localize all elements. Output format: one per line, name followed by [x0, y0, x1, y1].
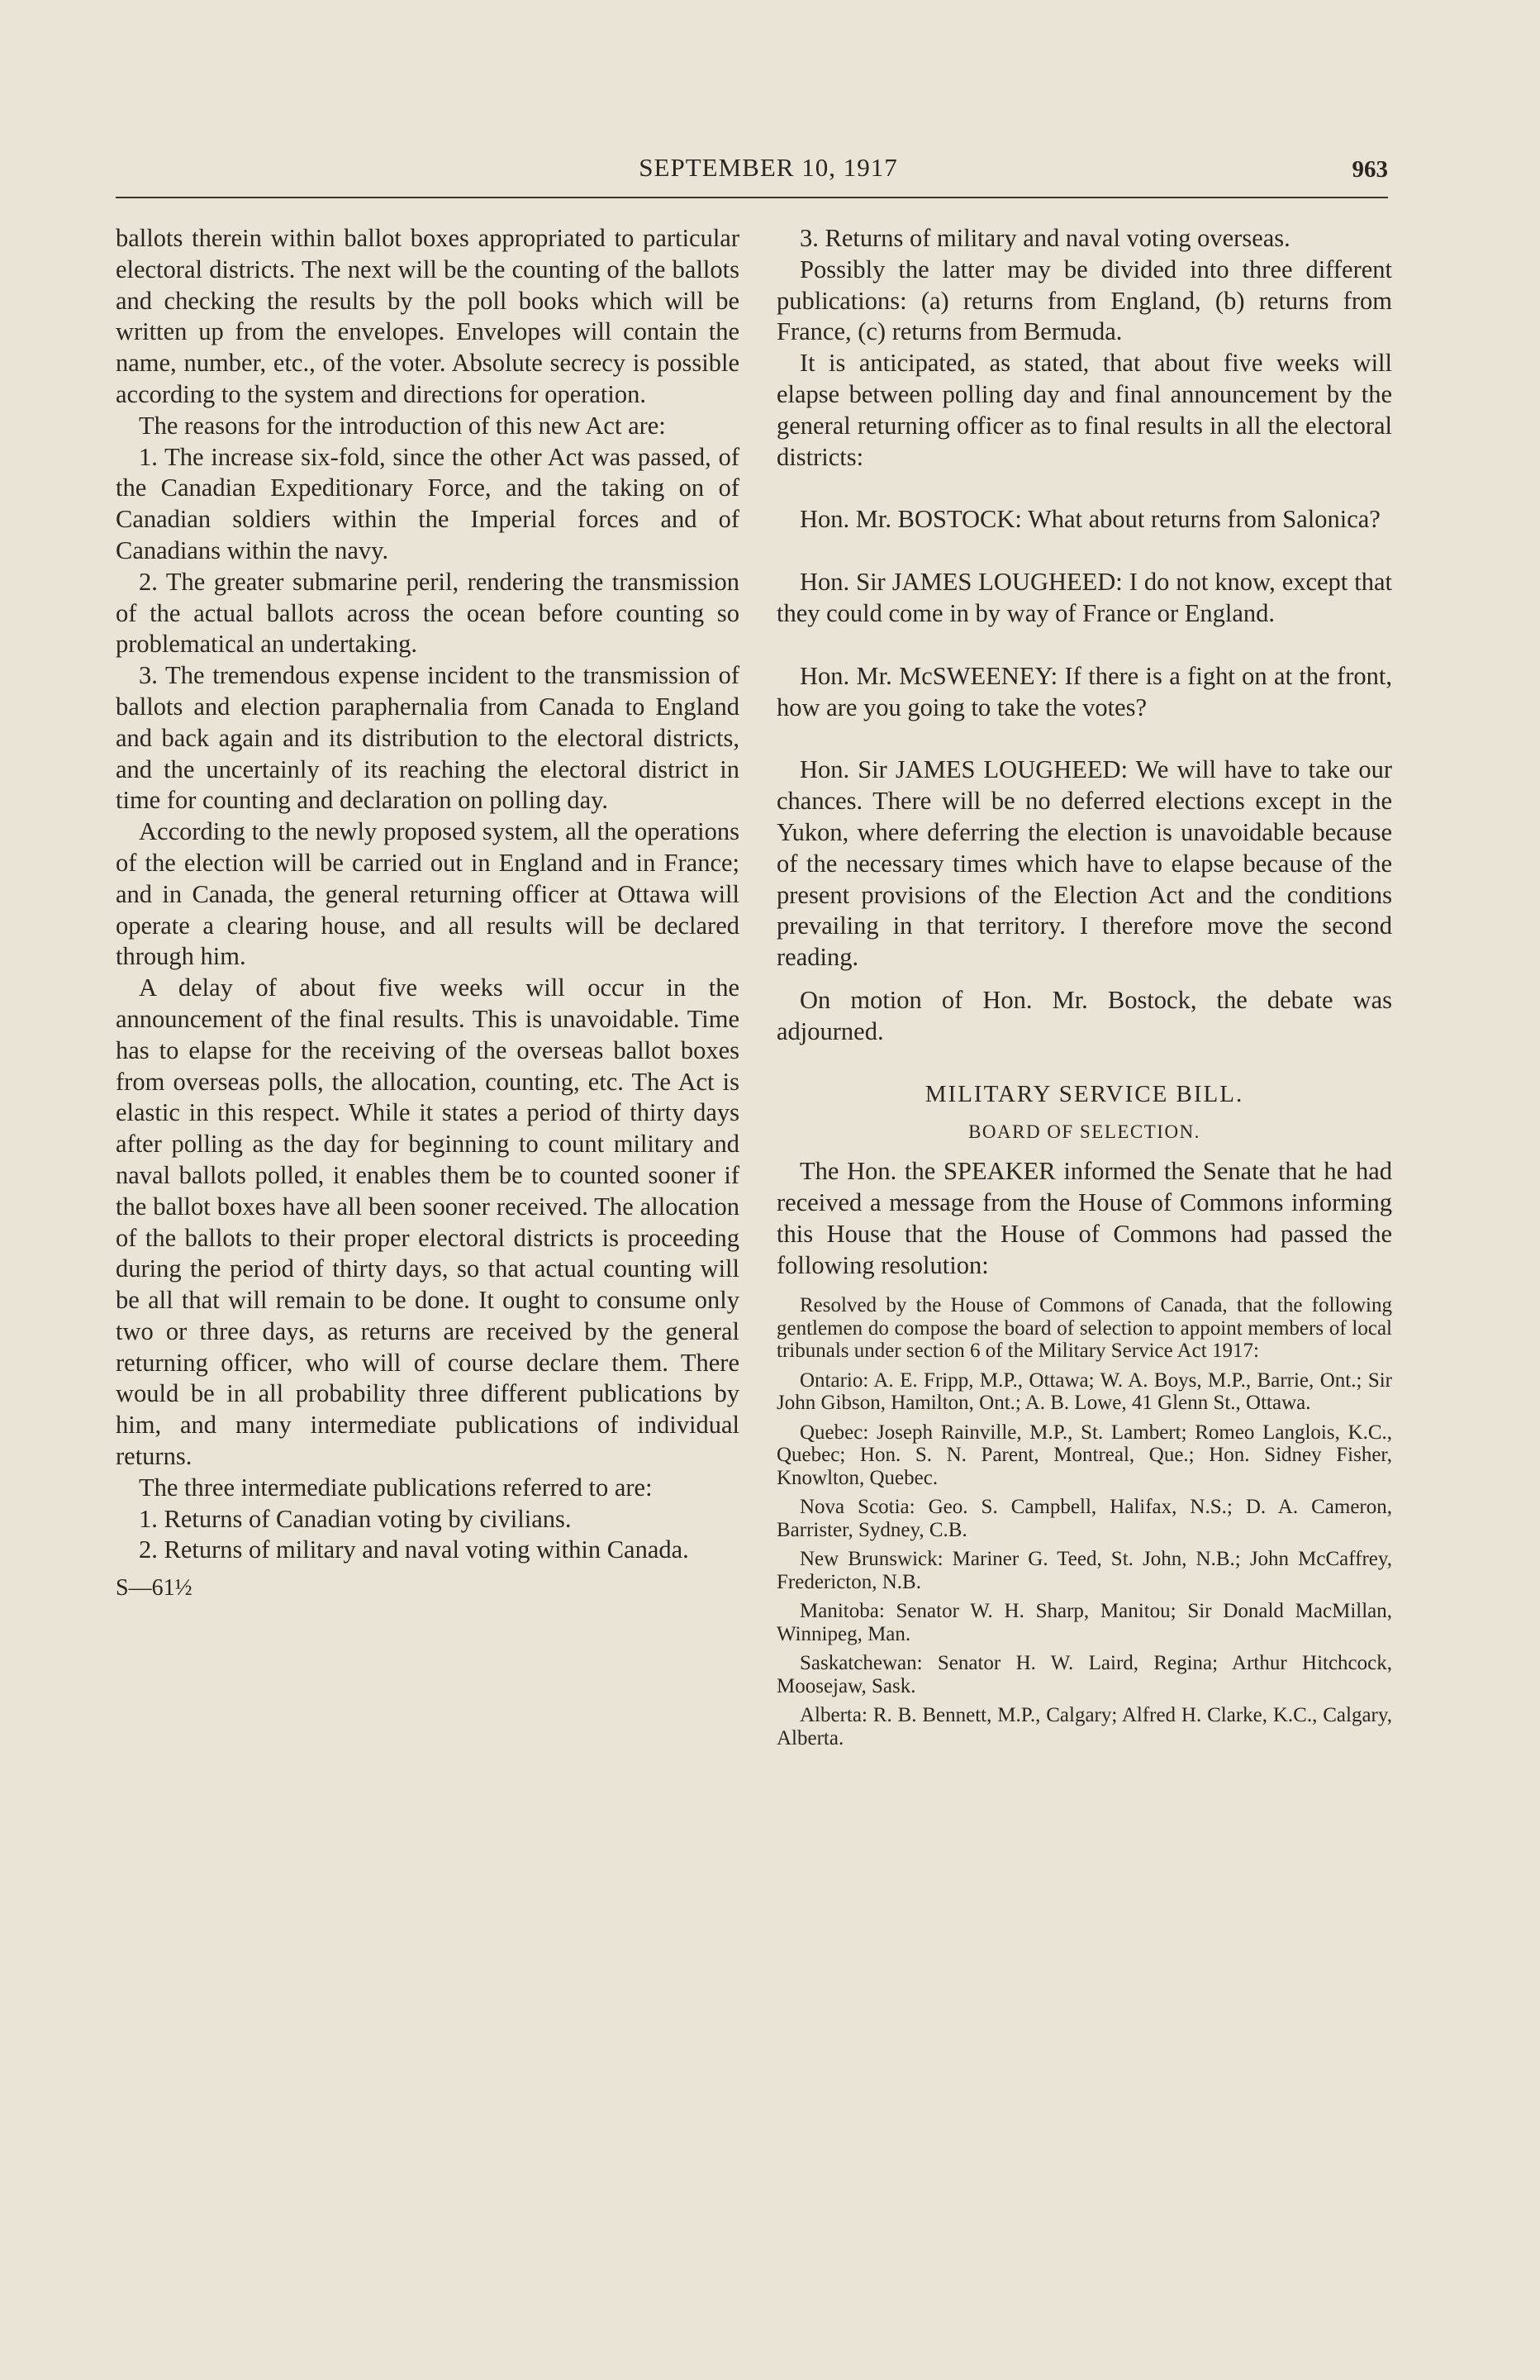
speech-lougheed: Hon. Sir JAMES LOUGHEED: I do not know, except that they could come in by way of France or England.	[777, 568, 1392, 627]
paragraph: The three intermediate publications referred to are:	[139, 1473, 653, 1502]
resolution-block	[777, 1294, 1392, 1749]
paragraph: 2. Returns of military and naval voting within Canada.	[139, 1535, 689, 1564]
paragraph: The reasons for the introduction of this new Act are:	[139, 411, 666, 440]
paragraph: Possibly the latter may be divided into three different publications: (a) returns from England, (b) returns from France, (c) returns from Bermuda.	[777, 255, 1392, 346]
page-number: 963	[1352, 156, 1388, 183]
paragraph: 3. The tremendous expense incident to the transmission of ballots and election paraphernalia from Canada to England and back again and its distribution to the electoral districts, and the uncertainly of its reaching the electoral district in time for counting and declaration on polling day.	[116, 661, 739, 815]
paragraph: 1. The increase six-fold, since the other Act was passed, of the Canadian Expeditionary Force, and the taking on of Canadian soldiers within the Imperial forces and of Canadians within the navy.	[116, 442, 739, 564]
province-list-item: Alberta: R. B. Bennett, M.P., Calgary; Alfred H. Clarke, K.C., Calgary, Alberta.	[777, 1704, 1392, 1749]
motion-paragraph: On motion of Hon. Mr. Bostock, the debate was adjourned.	[777, 985, 1392, 1045]
paragraph: 2. The greater submarine peril, rendering the transmission of the actual ballots across the ocean before counting so problematical an undertaking.	[116, 567, 739, 659]
province-list-item: Manitoba: Senator W. H. Sharp, Manitou; Sir Donald MacMillan, Winnipeg, Man.	[777, 1600, 1392, 1645]
paragraph: 1. Returns of Canadian voting by civilians.	[139, 1504, 572, 1533]
left-column	[116, 223, 739, 1604]
province-list-item: New Brunswick: Mariner G. Teed, St. John, N.B.; John McCaffrey, Fredericton, N.B.	[777, 1548, 1392, 1593]
speech-mcsweeney: Hon. Mr. McSWEENEY: If there is a fight on at the front, how are you going to take the votes?	[777, 661, 1392, 721]
paragraph: According to the newly proposed system, all the operations of the election will be carried out in England and in France; and in Canada, the general returning officer at Ottawa will operate a clearing house, and all results will be declared through him.	[116, 817, 739, 971]
paragraph: A delay of about five weeks will occur in the announcement of the final results. This is unavoidable. Time has to elapse for the receiving of the overseas ballot boxes from overseas polls, the allocation, counting, etc. The Act is elastic in this respect. While it states a period of thirty days after polling as the day for beginning to count military and naval ballots polled, it enables them be to counted sooner if the ballot boxes have all been sooner received. The allocation of the ballots to their proper electoral districts is proceeding during the period of thirty days, so that actual counting will be all that will remain to be done. It ought to consume only two or three days, as returns are received by the general returning officer, who will of course declare them. There would be in all probability three different publications by him, and many intermediate publications of individual returns.	[116, 973, 739, 1471]
paragraph: 3. Returns of military and naval voting overseas.	[800, 224, 1290, 252]
province-list-item: Saskatchewan: Senator H. W. Laird, Regina; Arthur Hitchcock, Moosejaw, Sask.	[777, 1652, 1392, 1697]
right-column	[777, 223, 1392, 1756]
province-list-item: Quebec: Joseph Rainville, M.P., St. Lambert; Romeo Langlois, K.C., Quebec; Hon. S. N. Parent, Montreal, Que.; Hon. Sidney Fisher, Knowlton, Quebec.	[777, 1421, 1392, 1489]
section-subheading: BOARD OF SELECTION.	[968, 1121, 1200, 1143]
province-list-item: Ontario: A. E. Fripp, M.P., Ottawa; W. A. Boys, M.P., Barrie, Ont.; Sir John Gibson, Hamilton, Ont.; A. B. Lowe, 41 Glenn St., Ottawa.	[777, 1368, 1392, 1415]
resolution-text: Resolved by the House of Commons of Canada, that the following gentlemen do compose the board of selection to appoint members of local tribunals under section 6 of the Military Service Act 1917:	[777, 1294, 1392, 1363]
page-header	[116, 153, 1421, 194]
header-rule	[116, 197, 1388, 198]
speech-lougheed: Hon. Sir JAMES LOUGHEED: We will have to take our chances. There will be no deferred elections except in the Yukon, where deferring the election is unavoidable because of the necessary times which have to elapse because of the present provisions of the Election Act and the conditions prevailing in that territory. I therefore move the second reading.	[777, 755, 1392, 972]
paragraph: ballots therein within ballot boxes appropriated to particular electoral districts. The next will be the counting of the ballots and checking the results by the poll books which will be written up from the envelopes. Envelopes will contain the name, number, etc., of the voter. Absolute secrecy is possible according to the system and directions for operation.	[116, 224, 739, 408]
paragraph: It is anticipated, as stated, that about five weeks will elapse between polling day and final announcement by the general returning officer as to final results in all the electoral districts:	[777, 349, 1392, 471]
speech-bostock: Hon. Mr. BOSTOCK: What about returns from Salonica?	[800, 505, 1381, 534]
signature-mark: S—61½	[116, 1575, 192, 1602]
speaker-paragraph: The Hon. the SPEAKER informed the Senate that he had received a message from the House of Commons informing this House that the House of Commons had passed the following resolution:	[777, 1157, 1392, 1279]
province-list-item: Nova Scotia: Geo. S. Campbell, Halifax, N.S.; D. A. Cameron, Barrister, Sydney, C.B.	[777, 1496, 1392, 1541]
section-heading: MILITARY SERVICE BILL.	[924, 1080, 1244, 1107]
running-title: SEPTEMBER 10, 1917	[639, 153, 898, 182]
